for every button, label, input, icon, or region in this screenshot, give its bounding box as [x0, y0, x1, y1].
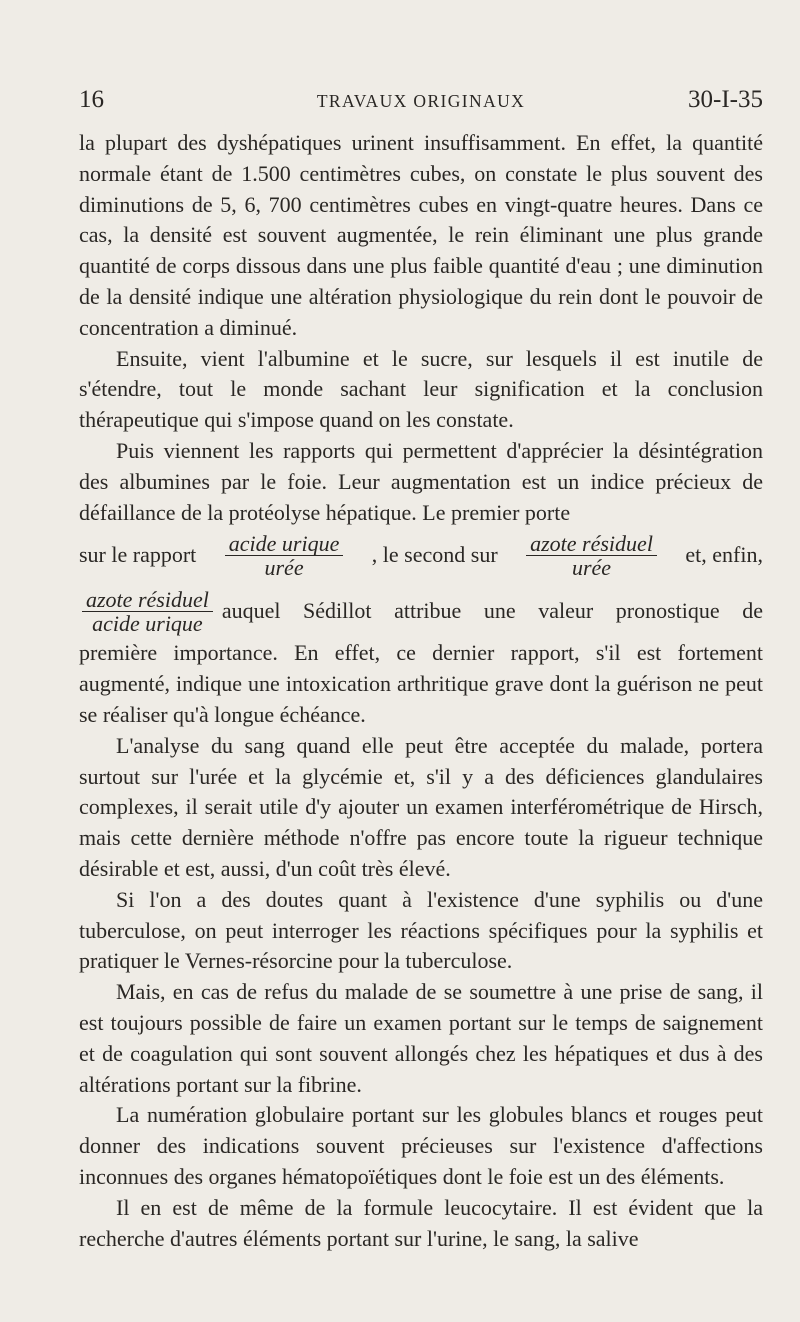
fraction-numerator: azote résiduel: [82, 589, 213, 612]
paragraph-analyse-sang: L'analyse du sang quand elle peut être acceptée du malade, portera surtout sur l'urée et la glycémie et, s'il y a des déficiences glandulaires complexes, il serait utile d'y ajouter un examen interférométrique de Hirsch, mais cette dernière méthode n'offre pas encore toute la rigueur technique désirable et est, aussi, d'un coût très élevé.: [79, 732, 763, 881]
paragraph-syphilis: Si l'on a des doutes quant à l'existence d'une syphilis ou d'une tuberculose, on peut interroger les réactions spécifiques pour la syphilis et pratiquer le Vernes-résorcine pour la tuberculose.: [79, 886, 763, 974]
formula-line-2: [79, 584, 763, 638]
fraction-azote-residuel-uree: [526, 530, 657, 580]
fraction-numerator: acide urique: [225, 533, 344, 556]
fraction-denominator: urée: [571, 554, 612, 580]
formula-line-1: [79, 528, 763, 582]
paragraph-saignement: Mais, en cas de refus du malade de se soumettre à une prise de sang, il est toujours possible de faire un examen portant sur le temps de saignement et de coagulation qui sont souvent allongés chez les hépatiques et dus à des altérations portant sur la fibrine.: [79, 979, 763, 1097]
paragraph-numeration: La numération globulaire portant sur les globules blancs et rouges peut donner des indications souvent précieuses sur l'existence d'affections inconnues des organes hématopoïétiques dont le foie est un des éléments.: [79, 1102, 763, 1189]
fraction-acide-urique-uree: [225, 530, 344, 580]
body-text: [79, 128, 763, 1254]
fraction-azote-residuel-acide-urique: [82, 586, 213, 636]
text-le-second-sur: , le second sur: [371, 541, 498, 567]
paragraph-rapports-intro: Puis viennent les rapports qui permettent d'apprécier la désintégration des albumines par le foie. Leur augmentation est un indice précieux de défaillance de la protéolyse hépatique. Le premier porte: [79, 437, 763, 525]
paragraph-leucocytaire: Il en est de même de la formule leucocytaire. Il est évident que la recherche d'autres éléments portant sur l'urine, le sang, la salive: [79, 1194, 763, 1251]
text-et-enfin: et, enfin,: [685, 541, 763, 567]
paragraph-urine-volume: la plupart des dyshépatiques urinent insuffisamment. En effet, la quantité normale étant de 1.500 centimètres cubes, on constate le plus souvent des diminutions de 5, 6, 700 centimètres cubes en vingt-quatre heures. Dans ce cas, la densité est souvent augmentée, le rein éliminant une plus grande quantité de corps dissous dans une plus faible quantité d'eau ; une diminution de la densité indique une altération physiologique du rein dont le pouvoir de concentration a diminué.: [79, 130, 763, 340]
running-head: [79, 86, 763, 120]
paragraph-albumine: Ensuite, vient l'albumine et le sucre, sur lesquels il est inutile de s'étendre, tout le monde sachant leur signification et la conclusion thérapeutique qui s'impose quand on les constate.: [79, 345, 763, 433]
text-sur-le-rapport: sur le rapport: [79, 541, 197, 567]
text-auquel-sedillot: auquel Sédillot attribue une valeur pronostique de: [221, 597, 763, 623]
paragraph-rapports-end: première importance. En effet, ce dernier rapport, s'il est fortement augmenté, indique une intoxication arthritique grave dont la guérison ne peut se réaliser qu'à longue échéance.: [79, 640, 763, 727]
page-number: 16: [79, 86, 104, 113]
fraction-denominator: acide urique: [92, 610, 203, 636]
fraction-numerator: azote résiduel: [526, 533, 657, 556]
issue-date: 30-I-35: [688, 86, 763, 113]
running-title: TRAVAUX ORIGINAUX: [316, 91, 526, 111]
fraction-denominator: urée: [264, 554, 304, 580]
